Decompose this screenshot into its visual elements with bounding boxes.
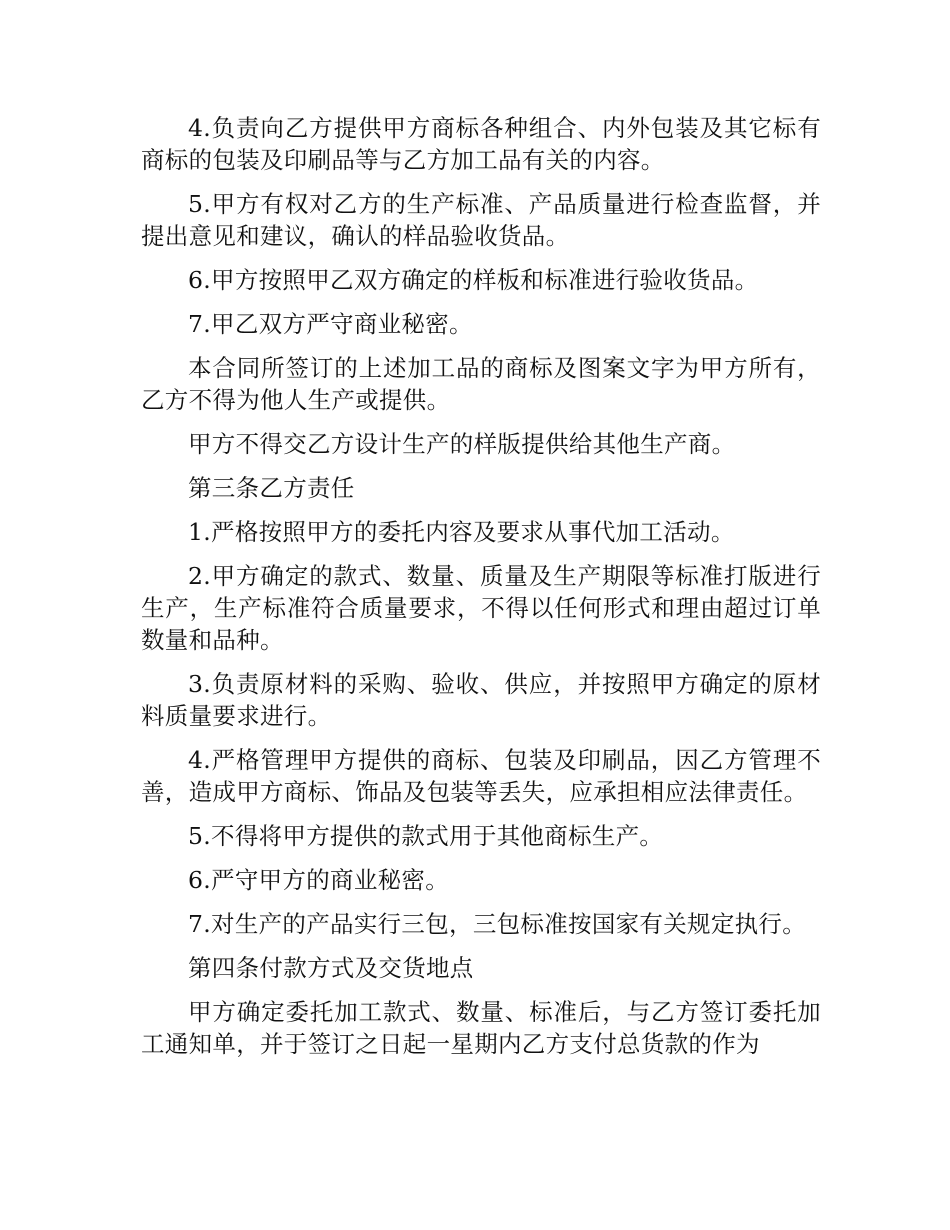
paragraph-sample-restriction: 甲方不得交乙方设计生产的样版提供给其他生产商。 xyxy=(188,430,736,458)
paragraph-party-a-duty-7: 7.甲乙双方严守商业秘密。 xyxy=(188,310,473,338)
paragraph-party-a-duty-4: 4.负责向乙方提供甲方商标各种组合、内外包装及其它标有商标的包装及印刷品等与乙方加工品有关的内容。 xyxy=(141,114,821,174)
section-heading-article-3: 第三条乙方责任 xyxy=(188,474,355,502)
paragraph-payment-terms: 甲方确定委托加工款式、数量、标准后，与乙方签订委托加工通知单，并于签订之日起一星期内乙方支付总货款的作为 xyxy=(141,998,821,1058)
paragraph-party-a-duty-6: 6.甲方按照甲乙双方确定的样板和标准进行验收货品。 xyxy=(188,266,759,294)
section-heading-article-4: 第四条付款方式及交货地点 xyxy=(188,954,474,982)
paragraph-party-a-duty-5: 5.甲方有权对乙方的生产标准、产品质量进行检查监督，并提出意见和建议，确认的样品验收货品。 xyxy=(141,190,821,250)
paragraph-party-b-duty-4: 4.严格管理甲方提供的商标、包装及印刷品，因乙方管理不善，造成甲方商标、饰品及包装等丢失，应承担相应法律责任。 xyxy=(141,746,821,806)
paragraph-party-b-duty-7: 7.对生产的产品实行三包，三包标准按国家有关规定执行。 xyxy=(188,910,807,938)
paragraph-trademark-ownership: 本合同所签订的上述加工品的商标及图案文字为甲方所有，乙方不得为他人生产或提供。 xyxy=(141,354,821,414)
paragraph-party-b-duty-1: 1.严格按照甲方的委托内容及要求从事代加工活动。 xyxy=(188,518,735,546)
document-body xyxy=(141,112,821,1072)
paragraph-party-b-duty-2: 2.甲方确定的款式、数量、质量及生产期限等标准打版进行生产，生产标准符合质量要求，不得以任何形式和理由超过订单数量和品种。 xyxy=(141,562,821,654)
paragraph-party-b-duty-3: 3.负责原材料的采购、验收、供应，并按照甲方确定的原材料质量要求进行。 xyxy=(141,670,821,730)
paragraph-party-b-duty-5: 5.不得将甲方提供的款式用于其他商标生产。 xyxy=(188,822,664,850)
paragraph-party-b-duty-6: 6.严守甲方的商业秘密。 xyxy=(188,866,450,894)
